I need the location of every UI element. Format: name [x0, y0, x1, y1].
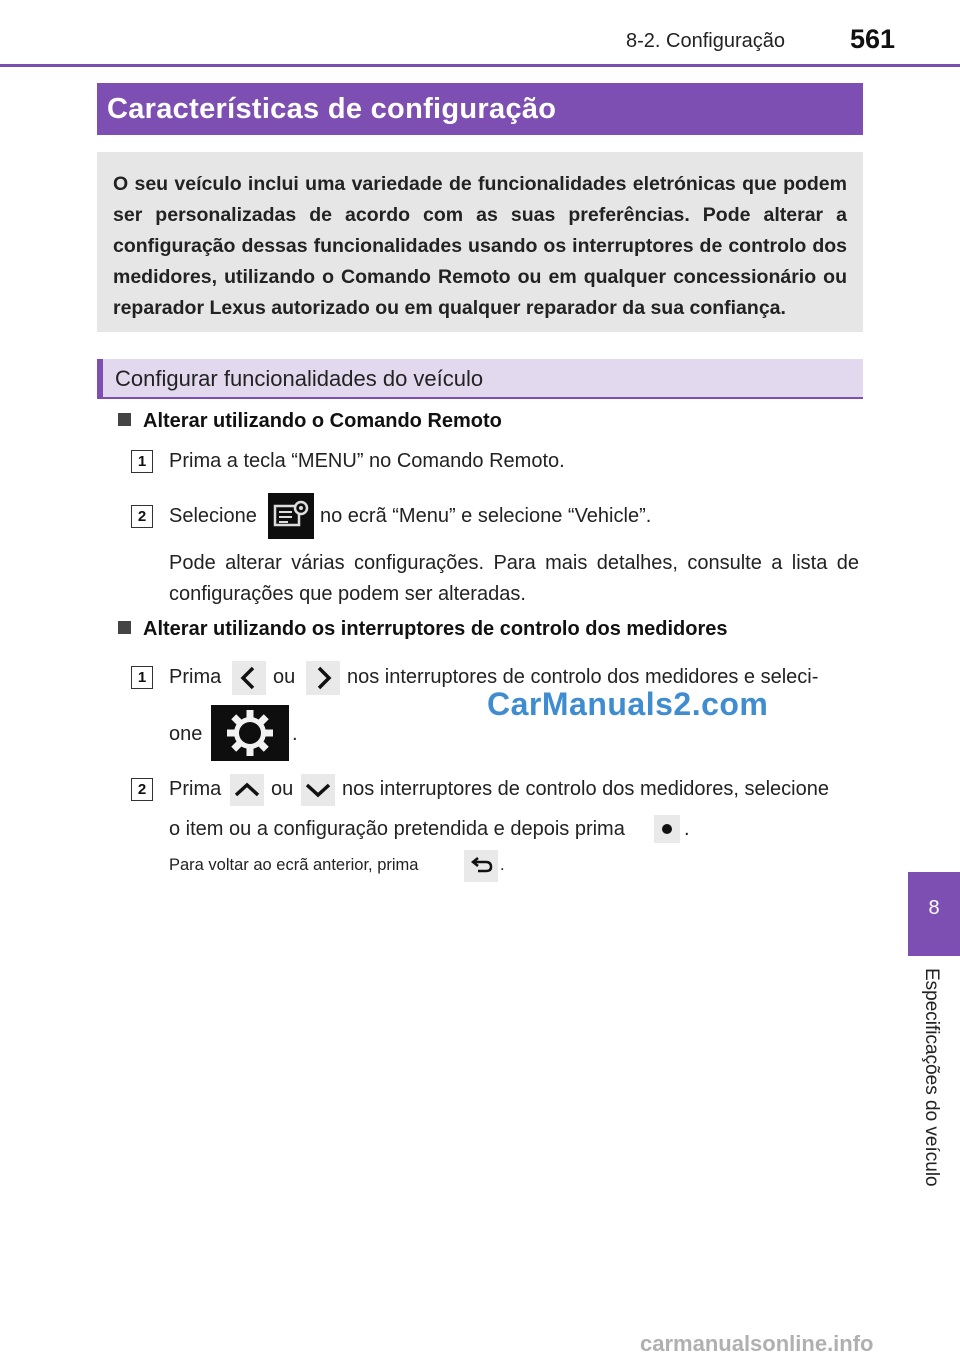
- meter-step1-pre: Prima: [169, 666, 222, 688]
- chevron-left-icon: [232, 661, 266, 695]
- back-note-end: .: [500, 856, 505, 874]
- meter-step2-pre: Prima: [169, 778, 222, 800]
- header-divider: [0, 64, 960, 67]
- chevron-down-icon: [301, 774, 335, 806]
- meter-step1-ou: ou: [273, 666, 296, 688]
- meter-heading: [118, 618, 728, 641]
- step-number: 1: [131, 450, 153, 473]
- meter-step1-end: .: [292, 723, 298, 745]
- meter-heading-text: Alterar utilizando os interruptores de controlo dos medidores: [143, 618, 728, 640]
- section-title: 8-2. Configuração: [626, 30, 785, 52]
- remote-note: Pode alterar várias configurações. Para mais detalhes, consulte a lista de configurações que podem ser alteradas.: [169, 552, 859, 605]
- meter-step2-post: nos interruptores de controlo dos medidores, selecione: [342, 778, 829, 800]
- bullet-square: [118, 413, 131, 426]
- meter-step2-ou: ou: [271, 778, 294, 800]
- meter-step1-line2: one: [169, 723, 203, 745]
- step-number: 2: [131, 505, 153, 528]
- chapter-tab: 8: [908, 872, 960, 956]
- chapter-label: Especificações do veículo: [921, 968, 942, 1187]
- remote-step1-text: Prima a tecla “MENU” no Comando Remoto.: [169, 450, 565, 472]
- back-note-text: Para voltar ao ecrã anterior, prima: [169, 856, 419, 874]
- meter-step1-post: nos interruptores de controlo dos medidores e seleci-: [347, 666, 819, 688]
- intro-box: [97, 152, 863, 332]
- remote-step2-post: no ecrã “Menu” e selecione “Vehicle”.: [320, 505, 652, 527]
- chevron-up-icon: [230, 774, 264, 806]
- remote-heading-text: Alterar utilizando o Comando Remoto: [143, 410, 502, 432]
- subsection-title: Configurar funcionalidades do veículo: [97, 359, 863, 399]
- chevron-right-icon: [306, 661, 340, 695]
- back-arrow-icon: [464, 850, 498, 882]
- gear-icon: [211, 705, 289, 761]
- page-number: 561: [850, 24, 896, 54]
- step-number: 1: [131, 666, 153, 689]
- step-number: 2: [131, 778, 153, 801]
- bullet-square: [118, 621, 131, 634]
- footer-watermark: carmanualsonline.info: [640, 1331, 874, 1356]
- intro-text: O seu veículo inclui uma variedade de funcionalidades eletrónicas que podem ser personalizadas de acordo com as suas preferências. Pode alterar a configuração dessas funcionalidades usando os interruptores de controlo dos medidores, utilizando o Comando Remoto ou em qualquer concessionário ou reparador Lexus autorizado ou em qualquer reparador da sua confiança.: [113, 173, 847, 319]
- meter-step2-end: .: [684, 818, 690, 840]
- vehicle-settings-icon: [268, 493, 314, 539]
- meter-step2-line2: o item ou a configuração pretendida e depois prima: [169, 818, 625, 840]
- remote-step2-pre: Selecione: [169, 505, 257, 527]
- page-title: Características de configuração: [97, 83, 863, 135]
- remote-heading: [118, 410, 502, 433]
- dot-icon: [654, 815, 680, 843]
- watermark: CarManuals2.com: [487, 686, 769, 722]
